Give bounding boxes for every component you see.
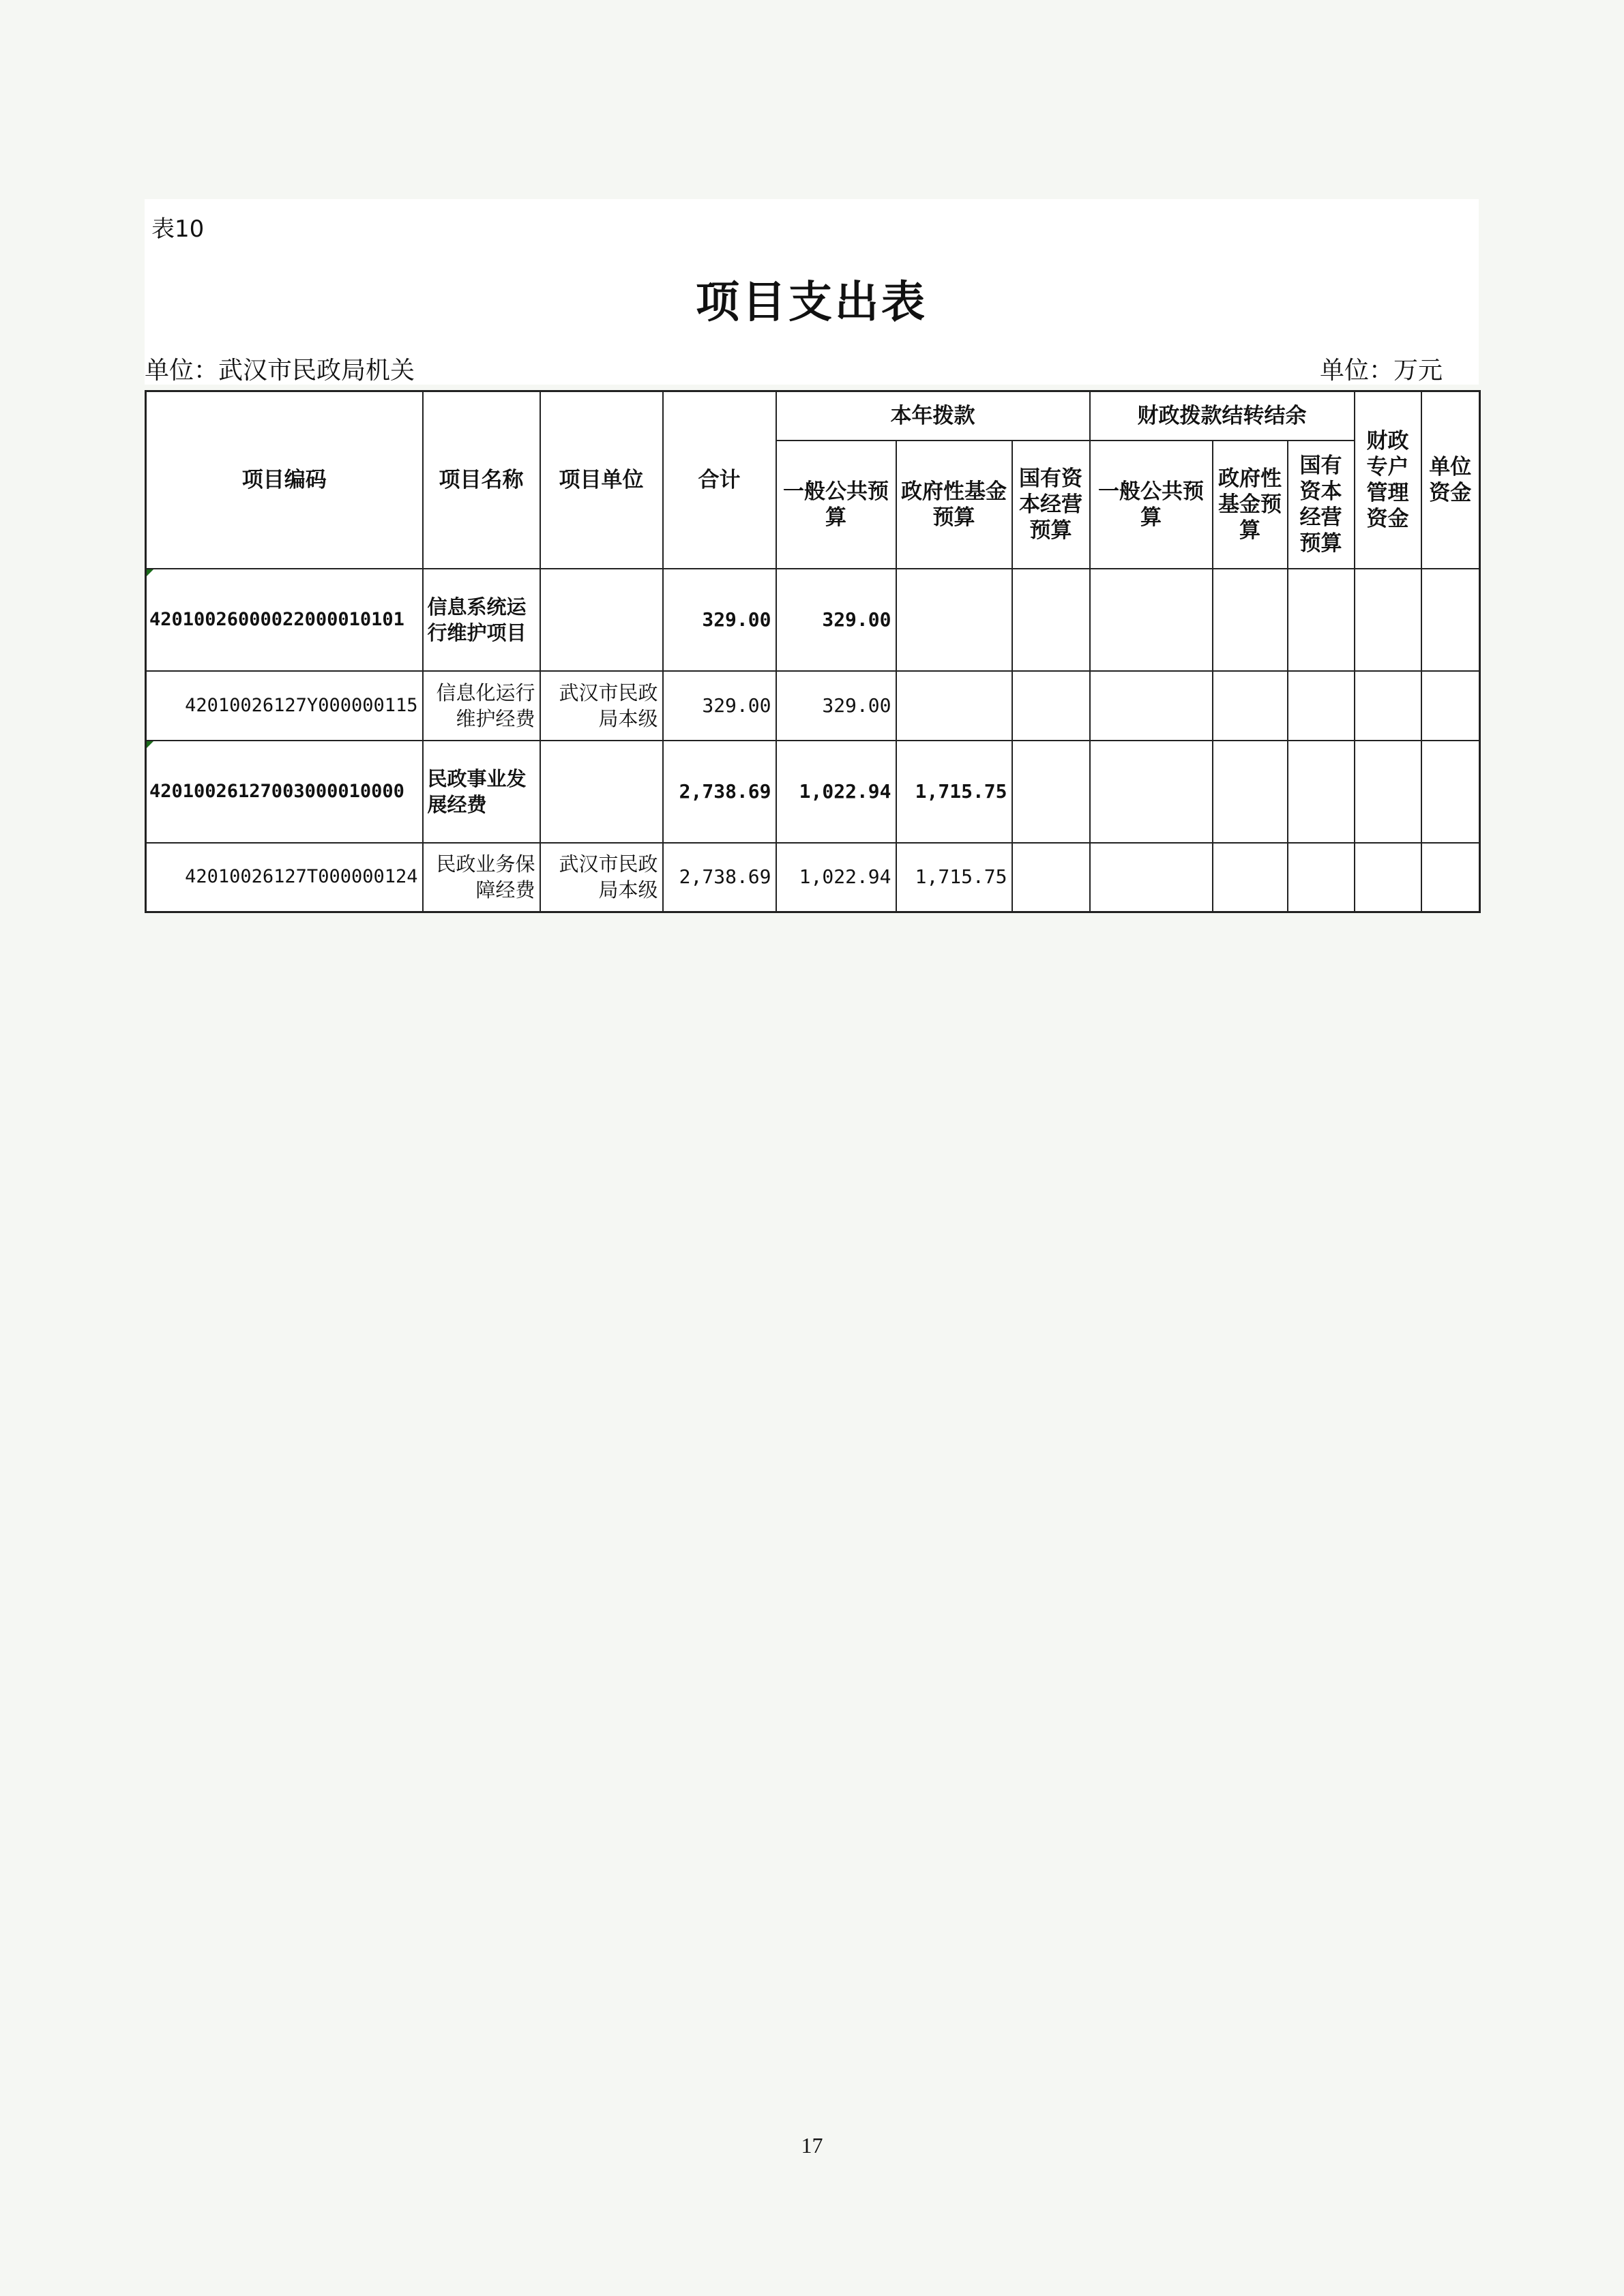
cy-state-cell: [1012, 569, 1090, 671]
header-cy-fund: 政府性基金预算: [896, 441, 1012, 569]
co-state-cell: [1288, 569, 1355, 671]
project-expenditure-table: [145, 390, 1481, 913]
table-row: [146, 843, 1480, 912]
cy-fund-cell: 1,715.75: [896, 843, 1012, 912]
cy-fund-cell: 1,715.75: [896, 741, 1012, 843]
project-code: 42010026127003000010000: [146, 741, 423, 843]
project-name: 民政业务保障经费: [423, 843, 540, 912]
header-co-state: 国有资本经营预算: [1288, 441, 1355, 569]
project-name: 民政事业发展经费: [423, 741, 540, 843]
project-code: 42010026127T000000124: [146, 843, 423, 912]
co-fund-cell: [1213, 741, 1288, 843]
header-name: 项目名称: [423, 391, 540, 569]
total-cell: 2,738.69: [663, 741, 776, 843]
special-cell: [1355, 569, 1421, 671]
co-state-cell: [1288, 741, 1355, 843]
header-co-fund: 政府性基金预算: [1213, 441, 1288, 569]
own-cell: [1421, 671, 1480, 741]
project-code: 42010026000022000010101: [146, 569, 423, 671]
header-cy-state: 国有资本经营预算: [1012, 441, 1090, 569]
table-row: [146, 741, 1480, 843]
project-unit: 武汉市民政局本级: [540, 671, 663, 741]
co-state-cell: [1288, 671, 1355, 741]
unit-currency: 单位：万元: [1320, 357, 1443, 385]
cy-general-cell: 1,022.94: [776, 843, 896, 912]
co-fund-cell: [1213, 569, 1288, 671]
total-cell: 2,738.69: [663, 843, 776, 912]
co-fund-cell: [1213, 671, 1288, 741]
cy-fund-cell: [896, 569, 1012, 671]
project-unit: [540, 569, 663, 671]
project-unit: [540, 741, 663, 843]
cy-general-cell: 329.00: [776, 671, 896, 741]
project-code: 42010026127Y000000115: [146, 671, 423, 741]
co-general-cell: [1090, 671, 1213, 741]
special-cell: [1355, 843, 1421, 912]
co-general-cell: [1090, 741, 1213, 843]
unit-organization: 单位：武汉市民政局机关: [145, 357, 415, 385]
co-fund-cell: [1213, 843, 1288, 912]
co-general-cell: [1090, 843, 1213, 912]
own-cell: [1421, 569, 1480, 671]
header-special-account: 财政专户管理资金: [1355, 391, 1421, 569]
project-unit: 武汉市民政局本级: [540, 843, 663, 912]
cy-general-cell: 329.00: [776, 569, 896, 671]
table-row: [146, 569, 1480, 671]
cy-state-cell: [1012, 671, 1090, 741]
co-state-cell: [1288, 843, 1355, 912]
cy-state-cell: [1012, 741, 1090, 843]
total-cell: 329.00: [663, 671, 776, 741]
cy-general-cell: 1,022.94: [776, 741, 896, 843]
header-carryover: 财政拨款结转结余: [1090, 391, 1355, 441]
project-name: 信息系统运行维护项目: [423, 569, 540, 671]
page-title: 项目支出表: [696, 278, 928, 328]
cy-state-cell: [1012, 843, 1090, 912]
project-name: 信息化运行维护经费: [423, 671, 540, 741]
header-current-year: 本年拨款: [776, 391, 1090, 441]
header-cy-general: 一般公共预算: [776, 441, 896, 569]
header-unit: 项目单位: [540, 391, 663, 569]
co-general-cell: [1090, 569, 1213, 671]
special-cell: [1355, 741, 1421, 843]
own-cell: [1421, 741, 1480, 843]
table-row: [146, 671, 1480, 741]
page-number: 17: [801, 2133, 823, 2158]
own-cell: [1421, 843, 1480, 912]
cy-fund-cell: [896, 671, 1012, 741]
table-label: 表10: [151, 215, 205, 243]
total-cell: 329.00: [663, 569, 776, 671]
header-own-funds: 单位资金: [1421, 391, 1480, 569]
header-total: 合计: [663, 391, 776, 569]
header-co-general: 一般公共预算: [1090, 441, 1213, 569]
special-cell: [1355, 671, 1421, 741]
header-code: 项目编码: [146, 391, 423, 569]
